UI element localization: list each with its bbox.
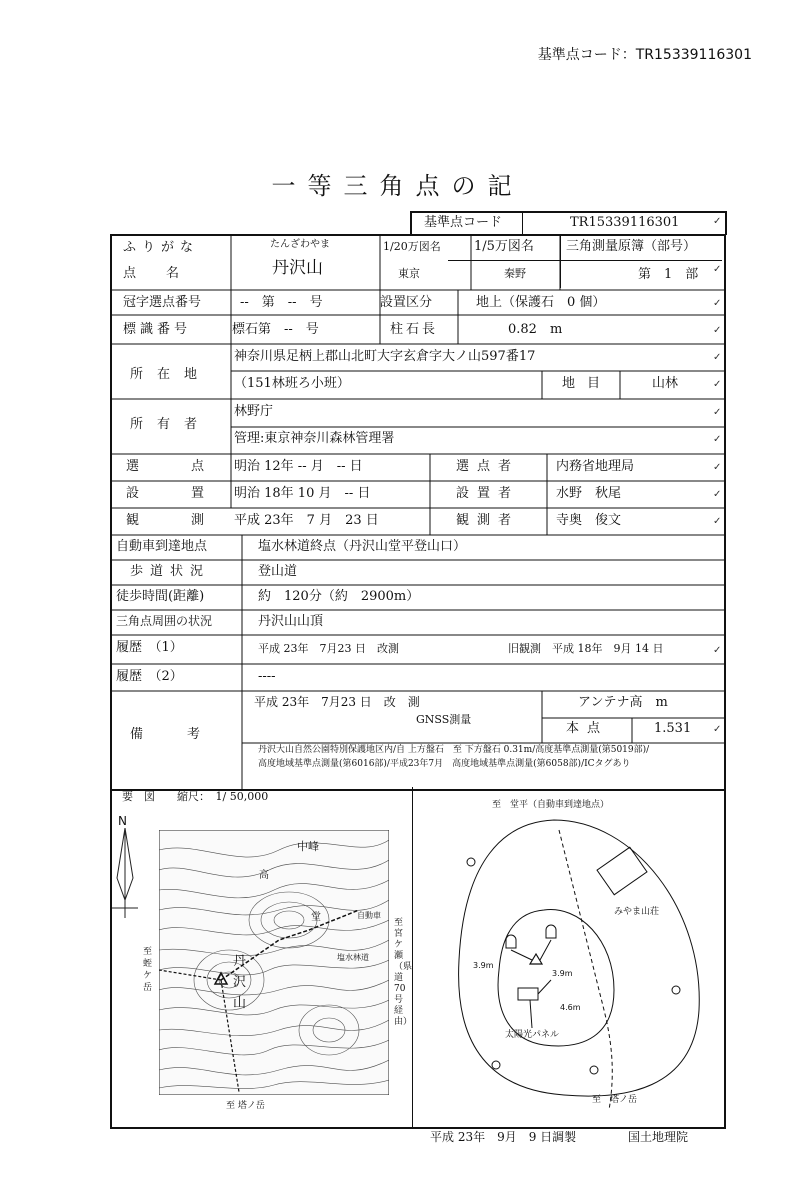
sketch-top-label: 至 堂平（自動車到達地点） bbox=[492, 800, 610, 810]
organization: 国土地理院 bbox=[628, 1130, 689, 1144]
select-who: 内務省地理局 bbox=[556, 459, 635, 474]
crown-label: 冠字選点番号 bbox=[123, 295, 202, 310]
remarks-note1: 丹沢大山自然公園特別保護地区内/自 上方盤石 至 下方盤石 0.31m/高度基準点測量(第5019部)/ bbox=[258, 745, 650, 755]
map200k-value: 東京 bbox=[398, 267, 420, 280]
check-icon: ✓ bbox=[713, 352, 722, 363]
dist-label-2: 3.9m bbox=[552, 969, 573, 978]
around-value: 丹沢山山頂 bbox=[258, 614, 324, 629]
pillar-value: 0.82 m bbox=[508, 322, 563, 337]
trail-label: 歩道状況 bbox=[130, 564, 211, 579]
remarks-line1: 平成 23年 7月23 日 改 測 bbox=[254, 695, 420, 709]
map-title: 要 図 縮尺： 1/ 50,000 bbox=[122, 790, 269, 803]
topographic-map bbox=[159, 830, 389, 1095]
history2-label: 履歴 （2） bbox=[116, 669, 183, 684]
remarks-line2: GNSS測量 bbox=[416, 713, 472, 726]
north-label: N bbox=[118, 814, 127, 828]
map-label-do: 堂 bbox=[311, 912, 321, 923]
map-label-bottom: 至 塔ノ岳 bbox=[226, 1101, 265, 1111]
ledger-value: 第 1 部 bbox=[638, 267, 699, 282]
history1-value: 平成 23年 7月23 日 改測 bbox=[258, 642, 399, 655]
pillar-label: 柱石長 bbox=[390, 322, 439, 337]
map-label-takai: 高 bbox=[259, 870, 269, 881]
history2-value: ---- bbox=[258, 669, 276, 684]
sketch-bottom-label: 至 塔ノ岳 bbox=[592, 1095, 638, 1105]
mark-label: 標識番号 bbox=[123, 322, 192, 337]
check-icon: ✓ bbox=[713, 462, 722, 473]
obs-label: 観測 bbox=[126, 513, 257, 528]
check-icon: ✓ bbox=[713, 264, 722, 275]
obs-who-label: 観測者 bbox=[456, 513, 520, 528]
check-icon: ✓ bbox=[713, 645, 722, 656]
code-box-label: 基準点コード bbox=[424, 215, 503, 230]
map50k-label: 1/5万図名 bbox=[474, 239, 534, 254]
map-label-nakamine: 中峰 bbox=[297, 840, 319, 853]
obs-date: 平成 23年 7 月 23 日 bbox=[234, 513, 379, 528]
check-icon: ✓ bbox=[713, 434, 722, 445]
antenna-label: アンテナ高 m bbox=[578, 695, 668, 710]
land-label: 地目 bbox=[562, 376, 613, 391]
select-who-label: 選点者 bbox=[456, 459, 520, 474]
dist-label-3: 4.6m bbox=[560, 1003, 581, 1012]
map50k-value: 秦野 bbox=[504, 267, 526, 280]
map-label-car: 自動車 bbox=[357, 911, 381, 920]
site-sketch bbox=[414, 800, 720, 1120]
furigana-value: たんざわやま bbox=[270, 239, 330, 250]
furigana-label: ふりがな bbox=[123, 240, 200, 255]
remarks-note2: 高度地域基準点測量(第6016部)/平成23年7月 高度地域基準点測量(第6058部)/ICタグあり bbox=[258, 759, 631, 769]
point-name: 丹沢山 bbox=[272, 258, 323, 278]
map-label-yama: 山 bbox=[233, 996, 247, 1011]
check-icon: ✓ bbox=[713, 325, 722, 336]
location-line1: 神奈川県足柄上郡山北町大字玄倉字大ノ山597番17 bbox=[234, 349, 536, 364]
setup-label: 設置 bbox=[126, 486, 257, 501]
car-value: 塩水林道終点（丹沢山堂平登山口） bbox=[258, 539, 467, 554]
antenna-value: 1.531 bbox=[654, 721, 692, 736]
map200k-label: 1/20万図名 bbox=[383, 240, 441, 253]
around-label: 三角点周囲の状況 bbox=[116, 614, 213, 628]
check-icon: ✓ bbox=[713, 407, 722, 418]
name-label: 点名 bbox=[123, 266, 210, 281]
trail-value: 登山道 bbox=[258, 564, 298, 579]
dist-label-1: 3.9m bbox=[473, 961, 494, 970]
owner-line2: 管理:東京神奈川森林管理署 bbox=[234, 431, 395, 446]
setup-date: 明治 18年 10 月 -- 日 bbox=[234, 486, 371, 501]
land-value: 山林 bbox=[652, 376, 679, 391]
remarks-label: 備考 bbox=[130, 727, 245, 742]
antenna-point-label: 本点 bbox=[566, 721, 609, 736]
owner-label: 所有者 bbox=[130, 417, 212, 432]
select-date: 明治 12年 -- 月 -- 日 bbox=[234, 459, 363, 474]
north-arrow-icon bbox=[112, 828, 142, 920]
hut-label: みやま山荘 bbox=[614, 907, 660, 917]
check-icon: ✓ bbox=[713, 216, 722, 227]
page-title: 一等三角点の記 bbox=[271, 172, 524, 200]
map-label-tan: 丹 bbox=[233, 954, 247, 969]
walk-label: 徒歩時間(距離) bbox=[116, 589, 205, 604]
select-label: 選点 bbox=[126, 459, 257, 474]
map-label-left: 至蛭ケ岳 bbox=[143, 947, 153, 993]
car-label: 自動車到達地点 bbox=[116, 539, 208, 554]
setup-who-label: 設置者 bbox=[456, 486, 520, 501]
location-label: 所在地 bbox=[130, 367, 212, 382]
check-icon: ✓ bbox=[713, 724, 722, 735]
walk-value: 約 120分（約 2900m） bbox=[258, 589, 420, 604]
location-line2: （151林班ろ小班） bbox=[234, 376, 350, 391]
prepared-date: 平成 23年 9月 9 日調製 bbox=[430, 1130, 577, 1144]
crown-value: -- 第 -- 号 bbox=[240, 295, 323, 310]
install-value: 地上（保護石 0 個） bbox=[476, 295, 606, 310]
ledger-label: 三角測量原簿（部号） bbox=[566, 239, 697, 254]
check-icon: ✓ bbox=[713, 298, 722, 309]
mark-value: 標石第 -- 号 bbox=[232, 322, 319, 337]
check-icon: ✓ bbox=[713, 516, 722, 527]
code-box-value: TR15339116301 bbox=[570, 215, 680, 230]
history1-label: 履歴 （1） bbox=[116, 640, 183, 655]
obs-who: 寺奥 俊文 bbox=[556, 513, 622, 528]
map-label-right: 至宮ケ瀬（県道70号経由） bbox=[394, 918, 413, 1027]
setup-who: 水野 秋尾 bbox=[556, 486, 622, 501]
install-label: 設置区分 bbox=[380, 295, 433, 310]
map-label-sawa: 沢 bbox=[233, 975, 247, 990]
check-icon: ✓ bbox=[713, 379, 722, 390]
owner-line1: 林野庁 bbox=[234, 404, 274, 419]
map-label-rindo: 塩水林道 bbox=[337, 953, 369, 962]
solar-panel-label: 太陽光パネル bbox=[505, 1030, 560, 1040]
check-icon: ✓ bbox=[713, 489, 722, 500]
reference-code-top: 基準点コード：TR15339116301 bbox=[537, 47, 752, 63]
history1-old: 旧観測 平成 18年 9月 14 日 bbox=[508, 642, 664, 655]
